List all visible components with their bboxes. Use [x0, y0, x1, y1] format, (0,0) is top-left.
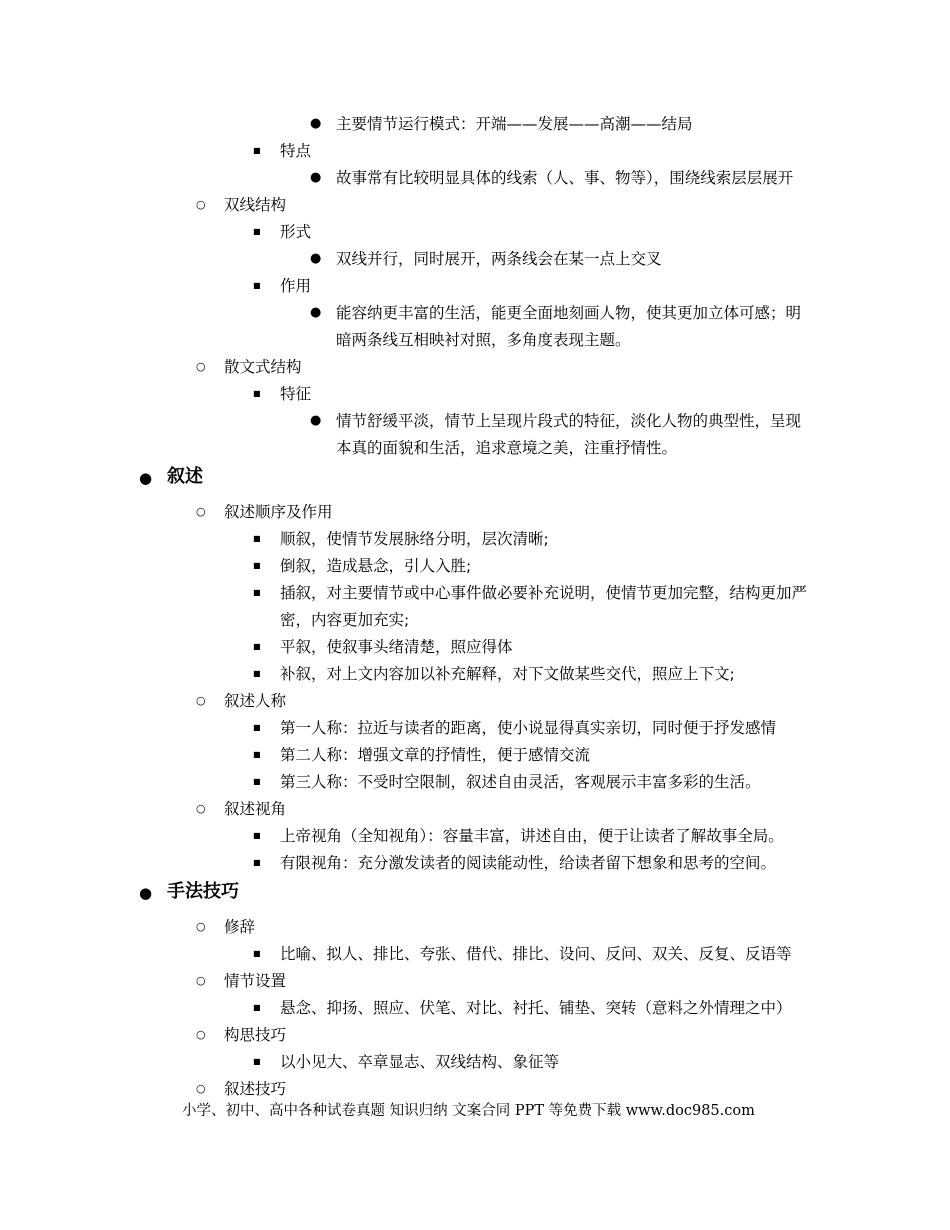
list-item: 情节舒缓平淡，情节上呈现片段式的特征，淡化人物的典型性，呈现 — [336, 412, 802, 430]
bullet-square: ■ — [253, 534, 261, 543]
list-item: 上帝视角（全知视角）：容量丰富，讲述自由，便于让读者了解故事全局。 — [280, 827, 784, 845]
list-item-continuation: 暗两条线互相映衬对照，多角度表现主题。 — [336, 331, 631, 349]
bullet-square: ■ — [253, 561, 261, 570]
bullet-square: ■ — [253, 949, 261, 958]
list-item: 修辞 — [224, 918, 256, 936]
list-item-continuation: 密，内容更加充实; — [280, 611, 410, 629]
list-item: 第三人称：不受时空限制，叙述自由灵活，客观展示丰富多彩的生活。 — [280, 773, 761, 791]
list-item: 双线结构 — [224, 196, 287, 214]
list-item: 能容纳更丰富的生活，能更全面地刻画人物，使其更加立体可感；明 — [336, 304, 802, 322]
bullet-square: ■ — [253, 858, 261, 867]
bullet-square: ■ — [253, 146, 261, 155]
list-item: 悬念、抑扬、照应、伏笔、对比、衬托、铺垫、突转（意料之外情理之中） — [280, 999, 792, 1017]
bullet-square: ■ — [253, 831, 261, 840]
bullet-circle: ○ — [196, 360, 206, 373]
page-footer: 小学、初中、高中各种试卷真题 知识归纳 文案合同 PPT 等免费下载 www.doc985.com — [182, 1103, 755, 1119]
list-item: 以小见大、卒章显志、双线结构、象征等 — [280, 1053, 560, 1071]
list-item: 有限视角：充分激发读者的阅读能动性，给读者留下想象和思考的空间。 — [280, 854, 777, 872]
bullet-square: ■ — [253, 1057, 261, 1066]
list-item: 补叙，对上文内容加以补充解释，对下文做某些交代，照应上下文; — [280, 665, 735, 683]
list-item: 顺叙，使情节发展脉络分明，层次清晰; — [280, 530, 549, 548]
bullet-dot: ● — [310, 413, 322, 428]
bullet-circle: ○ — [196, 920, 206, 933]
list-item: 第二人称：增强文章的抒情性，便于感情交流 — [280, 746, 591, 764]
list-item: 叙述视角 — [224, 800, 287, 818]
list-item: 叙述人称 — [224, 692, 287, 710]
list-item: 情节设置 — [224, 972, 287, 990]
bullet-square: ■ — [253, 281, 261, 290]
bullet-circle: ○ — [196, 198, 206, 211]
list-item: 作用 — [280, 277, 312, 295]
bullet-square: ■ — [253, 642, 261, 651]
bullet-square: ■ — [253, 750, 261, 759]
list-item: 故事常有比较明显具体的线索（人、事、物等），围绕线索层层展开 — [336, 169, 794, 187]
list-item: 倒叙，造成悬念，引人入胜; — [280, 557, 472, 575]
list-item: 平叙，使叙事头绪清楚，照应得体 — [280, 638, 513, 656]
list-item: 特征 — [280, 385, 312, 403]
bullet-circle: ○ — [196, 1082, 206, 1095]
bullet-circle: ○ — [196, 974, 206, 987]
bullet-square: ■ — [253, 1003, 261, 1012]
bullet-dot: ● — [310, 116, 322, 131]
bullet-dot: ● — [310, 251, 322, 266]
bullet-circle: ○ — [196, 505, 206, 518]
list-item: 插叙，对主要情节或中心事件做必要补充说明，使情节更加完整，结构更加严 — [280, 584, 808, 602]
list-item: 散文式结构 — [224, 358, 302, 376]
list-item: 比喻、拟人、排比、夸张、借代、排比、设问、反问、双关、反复、反语等 — [280, 945, 792, 963]
list-item-continuation: 本真的面貌和生活，追求意境之美，注重抒情性。 — [336, 439, 678, 457]
bullet-circle: ○ — [196, 1028, 206, 1041]
section-heading: 手法技巧 — [167, 881, 239, 902]
bullet-square: ■ — [253, 723, 261, 732]
bullet-circle: ○ — [196, 802, 206, 815]
bullet-square: ■ — [253, 389, 261, 398]
bullet-square: ■ — [253, 588, 261, 597]
list-item: 形式 — [280, 223, 312, 241]
list-item: 主要情节运行模式：开端——发展——高潮——结局 — [336, 115, 693, 133]
list-item: 第一人称：拉近与读者的距离，使小说显得真实亲切，同时便于抒发感情 — [280, 719, 777, 737]
list-item: 叙述顺序及作用 — [224, 503, 333, 521]
section-heading: 叙述 — [167, 466, 203, 487]
list-item: 叙述技巧 — [224, 1080, 287, 1098]
bullet-dot: ● — [139, 469, 153, 487]
bullet-circle: ○ — [196, 694, 206, 707]
bullet-square: ■ — [253, 227, 261, 236]
list-item: 双线并行，同时展开，两条线会在某一点上交叉 — [336, 250, 662, 268]
bullet-square: ■ — [253, 777, 261, 786]
bullet-dot: ● — [139, 884, 153, 902]
bullet-square: ■ — [253, 669, 261, 678]
list-item: 特点 — [280, 142, 312, 160]
list-item: 构思技巧 — [224, 1026, 287, 1044]
bullet-dot: ● — [310, 305, 322, 320]
bullet-dot: ● — [310, 170, 322, 185]
